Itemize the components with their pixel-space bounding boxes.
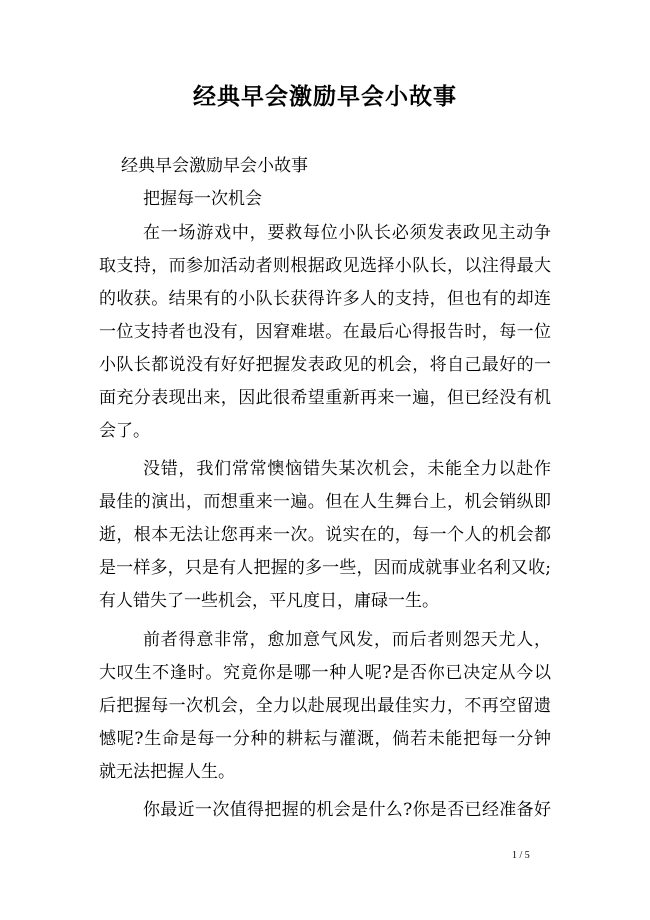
paragraph-line: 一位支持者也没有，因窘难堪。在最后心得报告时，每一位 <box>99 322 551 342</box>
paragraph-line: 会了。 <box>99 421 150 441</box>
paragraph-line: 大叹生不逢时。究竟你是哪一种人呢?是否你已决定从今以 <box>99 663 551 683</box>
paragraph-line: 有人错失了一些机会，平凡度日，庸碌一生。 <box>99 591 439 611</box>
paragraph-line: 憾呢?生命是每一分种的耕耘与灌溉，倘若未能把每一分钟 <box>99 729 551 749</box>
document-subtitle: 经典早会激励早会小故事 <box>121 156 308 176</box>
page-number: 1 / 5 <box>512 850 530 861</box>
paragraph-line: 逝，根本无法让您再来一次。说实在的，每一个人的机会都 <box>99 525 551 545</box>
paragraph-line: 面充分表现出来，因此很希望重新再来一遍，但已经没有机 <box>99 388 551 408</box>
paragraph-line: 你最近一次值得把握的机会是什么?你是否已经准备好 <box>143 800 551 820</box>
paragraph-line: 最佳的演出，而想重来一遍。但在人生舞台上，机会销纵即 <box>99 492 551 512</box>
paragraph-line: 没错，我们常常懊恼错失某次机会，未能全力以赴作 <box>143 459 551 479</box>
paragraph-line: 是一样多，只是有人把握的多一些，因而成就事业名利又收; <box>99 558 551 578</box>
paragraph-line: 在一场游戏中，要救每位小队长必须发表政见主动争 <box>143 223 551 243</box>
document-title: 经典早会激励早会小故事 <box>193 83 457 110</box>
paragraph-line: 取支持，而参加活动者则根据政见选择小队长，以注得最大 <box>99 256 551 276</box>
paragraph-line: 后把握每一次机会，全力以赴展现出最佳实力，不再空留遗 <box>99 696 551 716</box>
paragraph-line: 小队长都说没有好好把握发表政见的机会，将自己最好的一 <box>99 355 551 375</box>
section-heading: 把握每一次机会 <box>143 189 262 209</box>
paragraph-line: 就无法把握人生。 <box>99 762 235 782</box>
paragraph-line: 前者得意非常，愈加意气风发，而后者则怨天尤人， <box>143 630 551 650</box>
paragraph-line: 的收获。结果有的小队长获得许多人的支持，但也有的却连 <box>99 289 551 309</box>
